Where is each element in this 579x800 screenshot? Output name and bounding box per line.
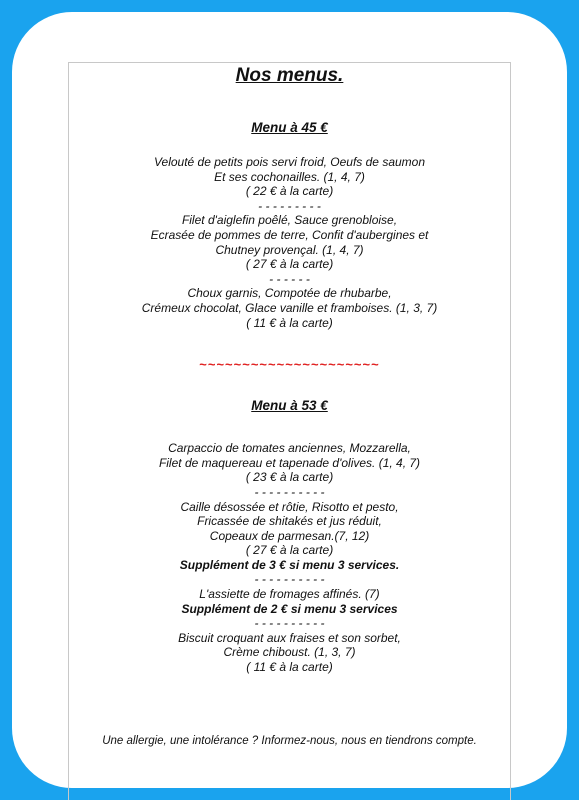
menu-45-line: Chutney provençal. (1, 4, 7) [215, 242, 364, 257]
menu-45-line: ( 27 € à la carte) [245, 257, 334, 272]
menu-45-line: Crémeux chocolat, Glace vanille et framboises. (1, 3, 7) [141, 300, 438, 315]
decorative-separator: ~~~~~~~~~~~~~~~~~~~~~ [199, 357, 380, 373]
allergy-notice: Une allergie, une intolérance ? Informez-nous, nous en tiendrons compte. [102, 735, 477, 747]
menu-53-line: ( 27 € à la carte) [245, 543, 334, 558]
menu-45-line: Et ses cochonailles. (1, 4, 7) [214, 169, 365, 184]
menu-53-line: ( 23 € à la carte) [245, 470, 334, 485]
menu-53-line: Crème chiboust. (1, 3, 7) [223, 645, 356, 660]
menu-45-line: Filet d'aiglefin poêlé, Sauce grenobloise, [181, 213, 398, 228]
page-title: Nos menus. [235, 65, 344, 86]
menu-53-line: - - - - - - - - - - [254, 484, 325, 499]
menu-45-line: Choux garnis, Compotée de rhubarbe, [187, 286, 392, 301]
menu-53-line: Filet de maquereau et tapenade d'olives. (1, 4, 7) [158, 455, 421, 470]
menu-45-heading: Menu à 45 € [251, 120, 328, 135]
menu-45-line: ( 11 € à la carte) [246, 315, 333, 330]
menu-53-line: Biscuit croquant aux fraises et son sorbet, [178, 630, 401, 645]
menu-53-line: - - - - - - - - - - [254, 616, 325, 631]
menu-45-line: - - - - - - [269, 271, 310, 286]
menu-45-body [68, 155, 511, 330]
menu-content [68, 62, 511, 675]
menu-45-line: Velouté de petits pois servi froid, Oeufs de saumon [153, 155, 426, 169]
menu-53-line: Copeaux de parmesan.(7, 12) [209, 528, 370, 543]
supplement-note: Supplément de 3 € si menu 3 services. [179, 557, 400, 572]
menu-53-line: ( 11 € à la carte) [246, 660, 333, 675]
menu-53-body [68, 441, 511, 675]
supplement-note: Supplément de 2 € si menu 3 services [181, 601, 398, 616]
menu-53-line: Fricassée de shitakés et jus réduit, [197, 514, 382, 529]
menu-53-line: Caille désossée et rôtie, Risotto et pesto, [180, 499, 399, 514]
menu-45-line: ( 22 € à la carte) [245, 184, 334, 199]
menu-53-line: Carpaccio de tomates anciennes, Mozzarella, [168, 441, 411, 456]
menu-45-line: Ecrasée de pommes de terre, Confit d'aubergines et [150, 227, 429, 242]
menu-45-line: - - - - - - - - - [258, 198, 321, 213]
menu-53-heading: Menu à 53 € [251, 398, 328, 414]
menu-53-line: L'assiette de fromages affinés. (7) [199, 587, 380, 602]
menu-53-line: - - - - - - - - - - [254, 572, 325, 587]
